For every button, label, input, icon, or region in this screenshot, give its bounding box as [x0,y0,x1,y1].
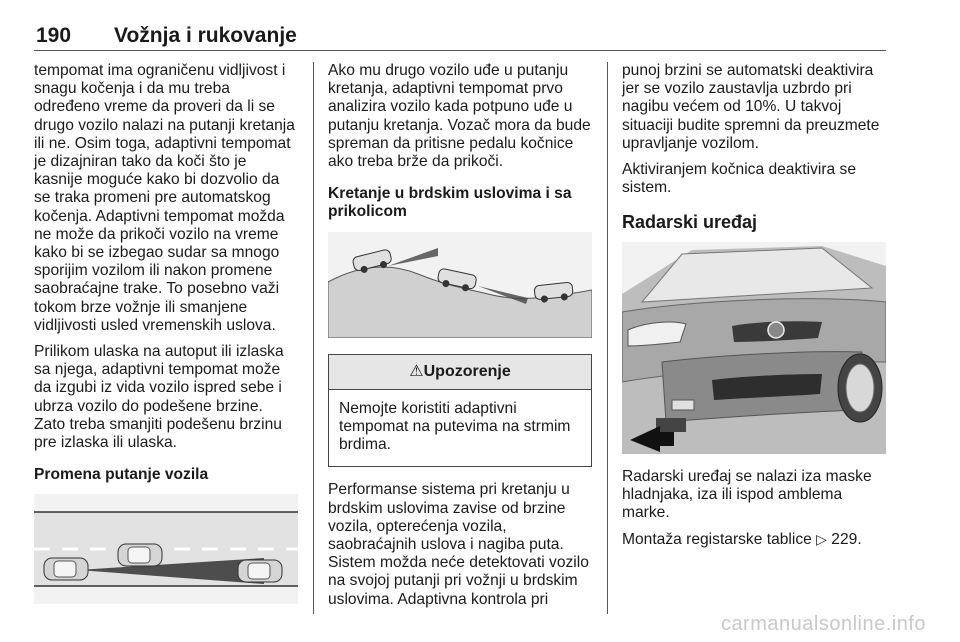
lane-change-illustration [34,494,298,604]
column-divider [607,62,608,614]
hill-driving-illustration [328,232,592,338]
paragraph: Prilikom ulaska na autoput ili izlaska sa njega, adaptivni tempomat može da izgubi iz vida vozilo ispred sebe i ubrza vozilo do podešene brzine. Zato treba smanjiti podešenu brzinu pre izlaska ili ulaska. [34,343,284,452]
paragraph: Performanse sistema pri kretanju u brdskim uslovima zavise od brzine vozila, opterećenja vozila, saobraćajnih uslova i nagiba puta. Sistem možda neće detektovati vozilo na svojoj putanji pri vožnji u brdskim uslovima. Adaptivna kontrola pri [328,481,589,608]
section-title: Vožnja i rukovanje [114,24,297,47]
radar-car-illustration [622,242,886,454]
hill-drawing [328,232,592,338]
heading-radar-device: Radarski uređaj [622,212,758,233]
paragraph-plate-ref [622,530,886,549]
subheading-lane-change: Promena putanje vozila [34,466,209,484]
reference-label: Montaža registarske tablice [622,531,812,549]
paragraph: Aktiviranjem kočnica deaktivira se sistem. [622,161,856,197]
watermark: carmanualsonline.info [720,613,926,635]
column-divider [313,62,314,614]
paragraph: punoj brzini se automatski deaktivira jer se vozilo zaustavlja uzbrdo pri nagibu većem od 10%. U takvoj situaciji budite spremni da preuzmete upravljanje vozilom. [622,62,880,152]
column-3 [622,62,886,557]
car-merging [118,544,162,566]
column-1 [34,62,298,604]
warning-box [328,354,592,468]
warning-title: Upozorenje [423,362,511,380]
warning-text: Nemojte koristiti adaptivni tempomat na putevima na strmim brdima. [339,399,571,454]
header-rule [34,50,886,51]
car-ahead [238,560,282,582]
page-number: 190 [36,24,72,47]
column-2 [328,62,592,617]
car-front-drawing [622,242,886,454]
car-own [44,558,88,580]
lane-change-drawing [34,494,298,604]
subheading-hills: Kretanje u brdskim uslovima i sa prikolicom [328,185,572,221]
paragraph: tempomat ima ograničenu vidljivost i snagu kočenja i da mu treba određeno vreme da proveri da li se drugo vozilo nalazi na putanji kretanja ili ne. Osim toga, adaptivni tempomat je dizajniran tako da koči što je kasnije moguće kako bi dozvolio da se traka promeni pre automatskog kočenja. Adaptivni tempomat možda ne može da prikoči vozilo na vreme kako bi se izbegao sudar sa mnogo sporijim vozilom ili nakon promene saobraćajne trake. To posebno važi tokom brze vožnje ili smanjene vidljivosti usled vremenskih uslova. [34,62,295,334]
warning-triangle-icon: ⚠ [409,362,424,380]
paragraph: Radarski uređaj se nalazi iza maske hladnjaka, iza ili ispod amblema marke. [622,467,872,522]
reference-page[interactable]: 229. [831,531,862,549]
page-reference-arrow-icon: ▷ [816,531,827,548]
paragraph: Ako mu drugo vozilo uđe u putanju kretanja, adaptivni tempomat prvo analizira vozilo kada potpuno uđe u putanju kretanja. Vozač mora da bude spreman da pritisne pedalu kočnice ako treba brže da prikoči. [328,62,591,171]
warning-header [329,355,591,390]
